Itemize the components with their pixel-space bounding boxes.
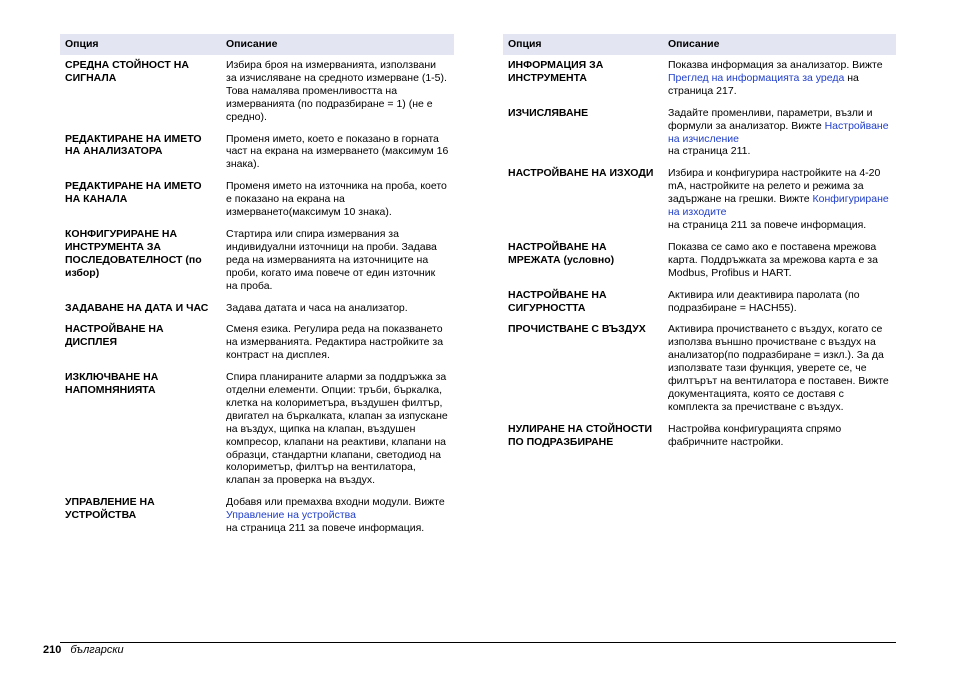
option-description — [221, 175, 454, 223]
description-text: Сменя езика. Регулира реда на показването на измерванията. Редактира настройките за контраст на дисплея. — [226, 323, 444, 362]
option-name: НУЛИРАНЕ НА СТОЙНОСТИ ПО ПОДРАЗБИРАНЕ — [508, 422, 653, 448]
description-text: на страница 217. — [668, 71, 859, 97]
table-row — [503, 55, 896, 102]
option-description — [221, 55, 454, 128]
description-text: Активира или деактивира паролата (по подразбиране = HACH55). — [668, 288, 860, 314]
option-name: СРЕДНА СТОЙНОСТ НА СИГНАЛА — [65, 59, 189, 84]
option-description — [221, 366, 454, 491]
description-text: на страница 211 за повече информация. — [226, 522, 425, 535]
table-row — [60, 366, 454, 491]
option-description — [221, 491, 454, 539]
header-option: Опция — [60, 34, 221, 55]
options-table-right — [503, 34, 896, 453]
table-row — [60, 55, 454, 128]
option-name: РЕДАКТИРАНЕ НА ИМЕТО НА АНАЛИЗАТОРА — [65, 132, 202, 158]
header-description: Описание — [221, 34, 454, 55]
table-header-row — [503, 34, 896, 55]
cross-reference-link[interactable]: Управление на устройства — [226, 509, 356, 522]
option-description — [663, 284, 896, 319]
description-text: Избира броя на измерванията, използвани за изчисляване на средното измерване (1-5). Това намалява променливостта на измерванията (по подразбиране = 1) (не е средно). — [226, 59, 447, 123]
option-description — [663, 418, 896, 453]
description-text: Спира планираните аларми за поддръжка за отделни елементи. Опции: тръби, бъркалка, клетка на колориметъра, въздушен филтър, двигател на бъркалката, клапан за изпускане на въздух, щипка на клапан, въздушен компресор, клапани на реактиви, клапани на образци, стандартни клапани, светодиод на колориметър, филтър на вентилатора, клапан за проверка на въздух. — [226, 371, 448, 487]
options-table-left — [60, 34, 454, 539]
cross-reference-link[interactable]: Настройване на изчисление — [668, 119, 889, 145]
description-text: Показва информация за анализатор. Вижте — [668, 59, 883, 71]
option-description — [221, 297, 454, 319]
table-header-row — [60, 34, 454, 55]
table-row — [60, 297, 454, 319]
table-row — [60, 318, 454, 366]
table-row — [503, 236, 896, 284]
option-name: КОНФИГУРИРАНЕ НА ИНСТРУМЕНТА ЗА ПОСЛЕДОВАТЕЛНОСТ (по избор) — [65, 227, 202, 279]
table-row — [60, 175, 454, 223]
table-row — [503, 284, 896, 319]
option-description — [663, 102, 896, 163]
header-option: Опция — [503, 34, 663, 55]
table-row — [503, 418, 896, 453]
page-number: 210 — [43, 644, 62, 656]
description-text: Настройва конфигурацията спрямо фабричните настройки. — [668, 422, 842, 448]
option-description — [221, 128, 454, 176]
description-text: Стартира или спира измервания за индивидуални източници на проби. Задава реда на измерванията на източниците на проби, когато има повече от един източник на проба. — [226, 227, 437, 292]
option-name: РЕДАКТИРАНЕ НА ИМЕТО НА КАНАЛА — [65, 180, 202, 206]
option-description — [663, 55, 896, 102]
option-description — [663, 162, 896, 236]
cross-reference-link[interactable]: Конфигуриране на изходите — [668, 193, 889, 219]
option-description — [663, 236, 896, 284]
table-row — [503, 102, 896, 163]
description-text: Променя името на източника на проба, което е показано на екрана на измерването(максимум 10 знака). — [226, 180, 447, 219]
footer-divider — [60, 642, 896, 643]
option-name: ПРОЧИСТВАНЕ С ВЪЗДУХ — [508, 323, 646, 336]
option-name: НАСТРОЙВАНЕ НА СИГУРНОСТТА — [508, 288, 607, 314]
page-footer — [43, 643, 124, 657]
option-name: ИНФОРМАЦИЯ ЗА ИНСТРУМЕНТА — [508, 59, 604, 84]
option-name: НАСТРОЙВАНЕ НА ДИСПЛЕЯ — [65, 323, 164, 349]
table-row — [503, 162, 896, 236]
option-description — [663, 318, 896, 417]
option-name: УПРАВЛЕНИЕ НА УСТРОЙСТВА — [65, 496, 155, 522]
description-text: Избира и конфигурира настройките на 4-20 mA, настройките на релето и режима за задържане на грешки. Вижте — [668, 167, 881, 206]
option-name: ИЗКЛЮЧВАНЕ НА НАПОМНЯНИЯТА — [65, 371, 159, 397]
table-row — [60, 223, 454, 297]
option-description — [221, 318, 454, 366]
table-body-left — [60, 55, 454, 539]
description-text: Активира прочистването с въздух, когато се използва външно прочистване с въздух на анализатор(по подразбиране = изкл.). За да използвате тази функция, уверете се, че филтърът на вентилатора е поставен. Вижте документацията, която се доставя с комплекта за пречистване с въздух. — [668, 323, 889, 413]
option-name: НАСТРОЙВАНЕ НА МРЕЖАТА (условно) — [508, 240, 615, 266]
table-row — [60, 491, 454, 539]
description-text: на страница 211. — [668, 145, 751, 158]
description-text: на страница 211 за повече информация. — [668, 218, 867, 231]
table-row — [503, 318, 896, 417]
table-body-right — [503, 55, 896, 453]
description-text: Задава датата и часа на анализатор. — [226, 301, 408, 314]
option-name: ИЗЧИСЛЯВАНЕ — [508, 106, 589, 119]
description-text: Задайте променливи, параметри, възли и формули за анализатор. Вижте — [668, 106, 873, 132]
description-text: Променя името, което е показано в горната част на екрана на измерването (максимум 16 знака). — [226, 132, 449, 171]
option-name: НАСТРОЙВАНЕ НА ИЗХОДИ — [508, 167, 654, 180]
option-name: ЗАДАВАНЕ НА ДАТА И ЧАС — [65, 301, 209, 314]
table-row — [60, 128, 454, 176]
description-text: Показва се само ако е поставена мрежова карта. Поддръжката за мрежова карта е за Modbus, Profibus и HART. — [668, 240, 878, 279]
footer-language: български — [70, 644, 124, 656]
cross-reference-link[interactable]: Преглед на информацията за уреда — [668, 71, 845, 84]
description-text: Добавя или премахва входни модули. Вижте — [226, 496, 445, 509]
option-description — [221, 223, 454, 297]
header-description: Описание — [663, 34, 896, 55]
